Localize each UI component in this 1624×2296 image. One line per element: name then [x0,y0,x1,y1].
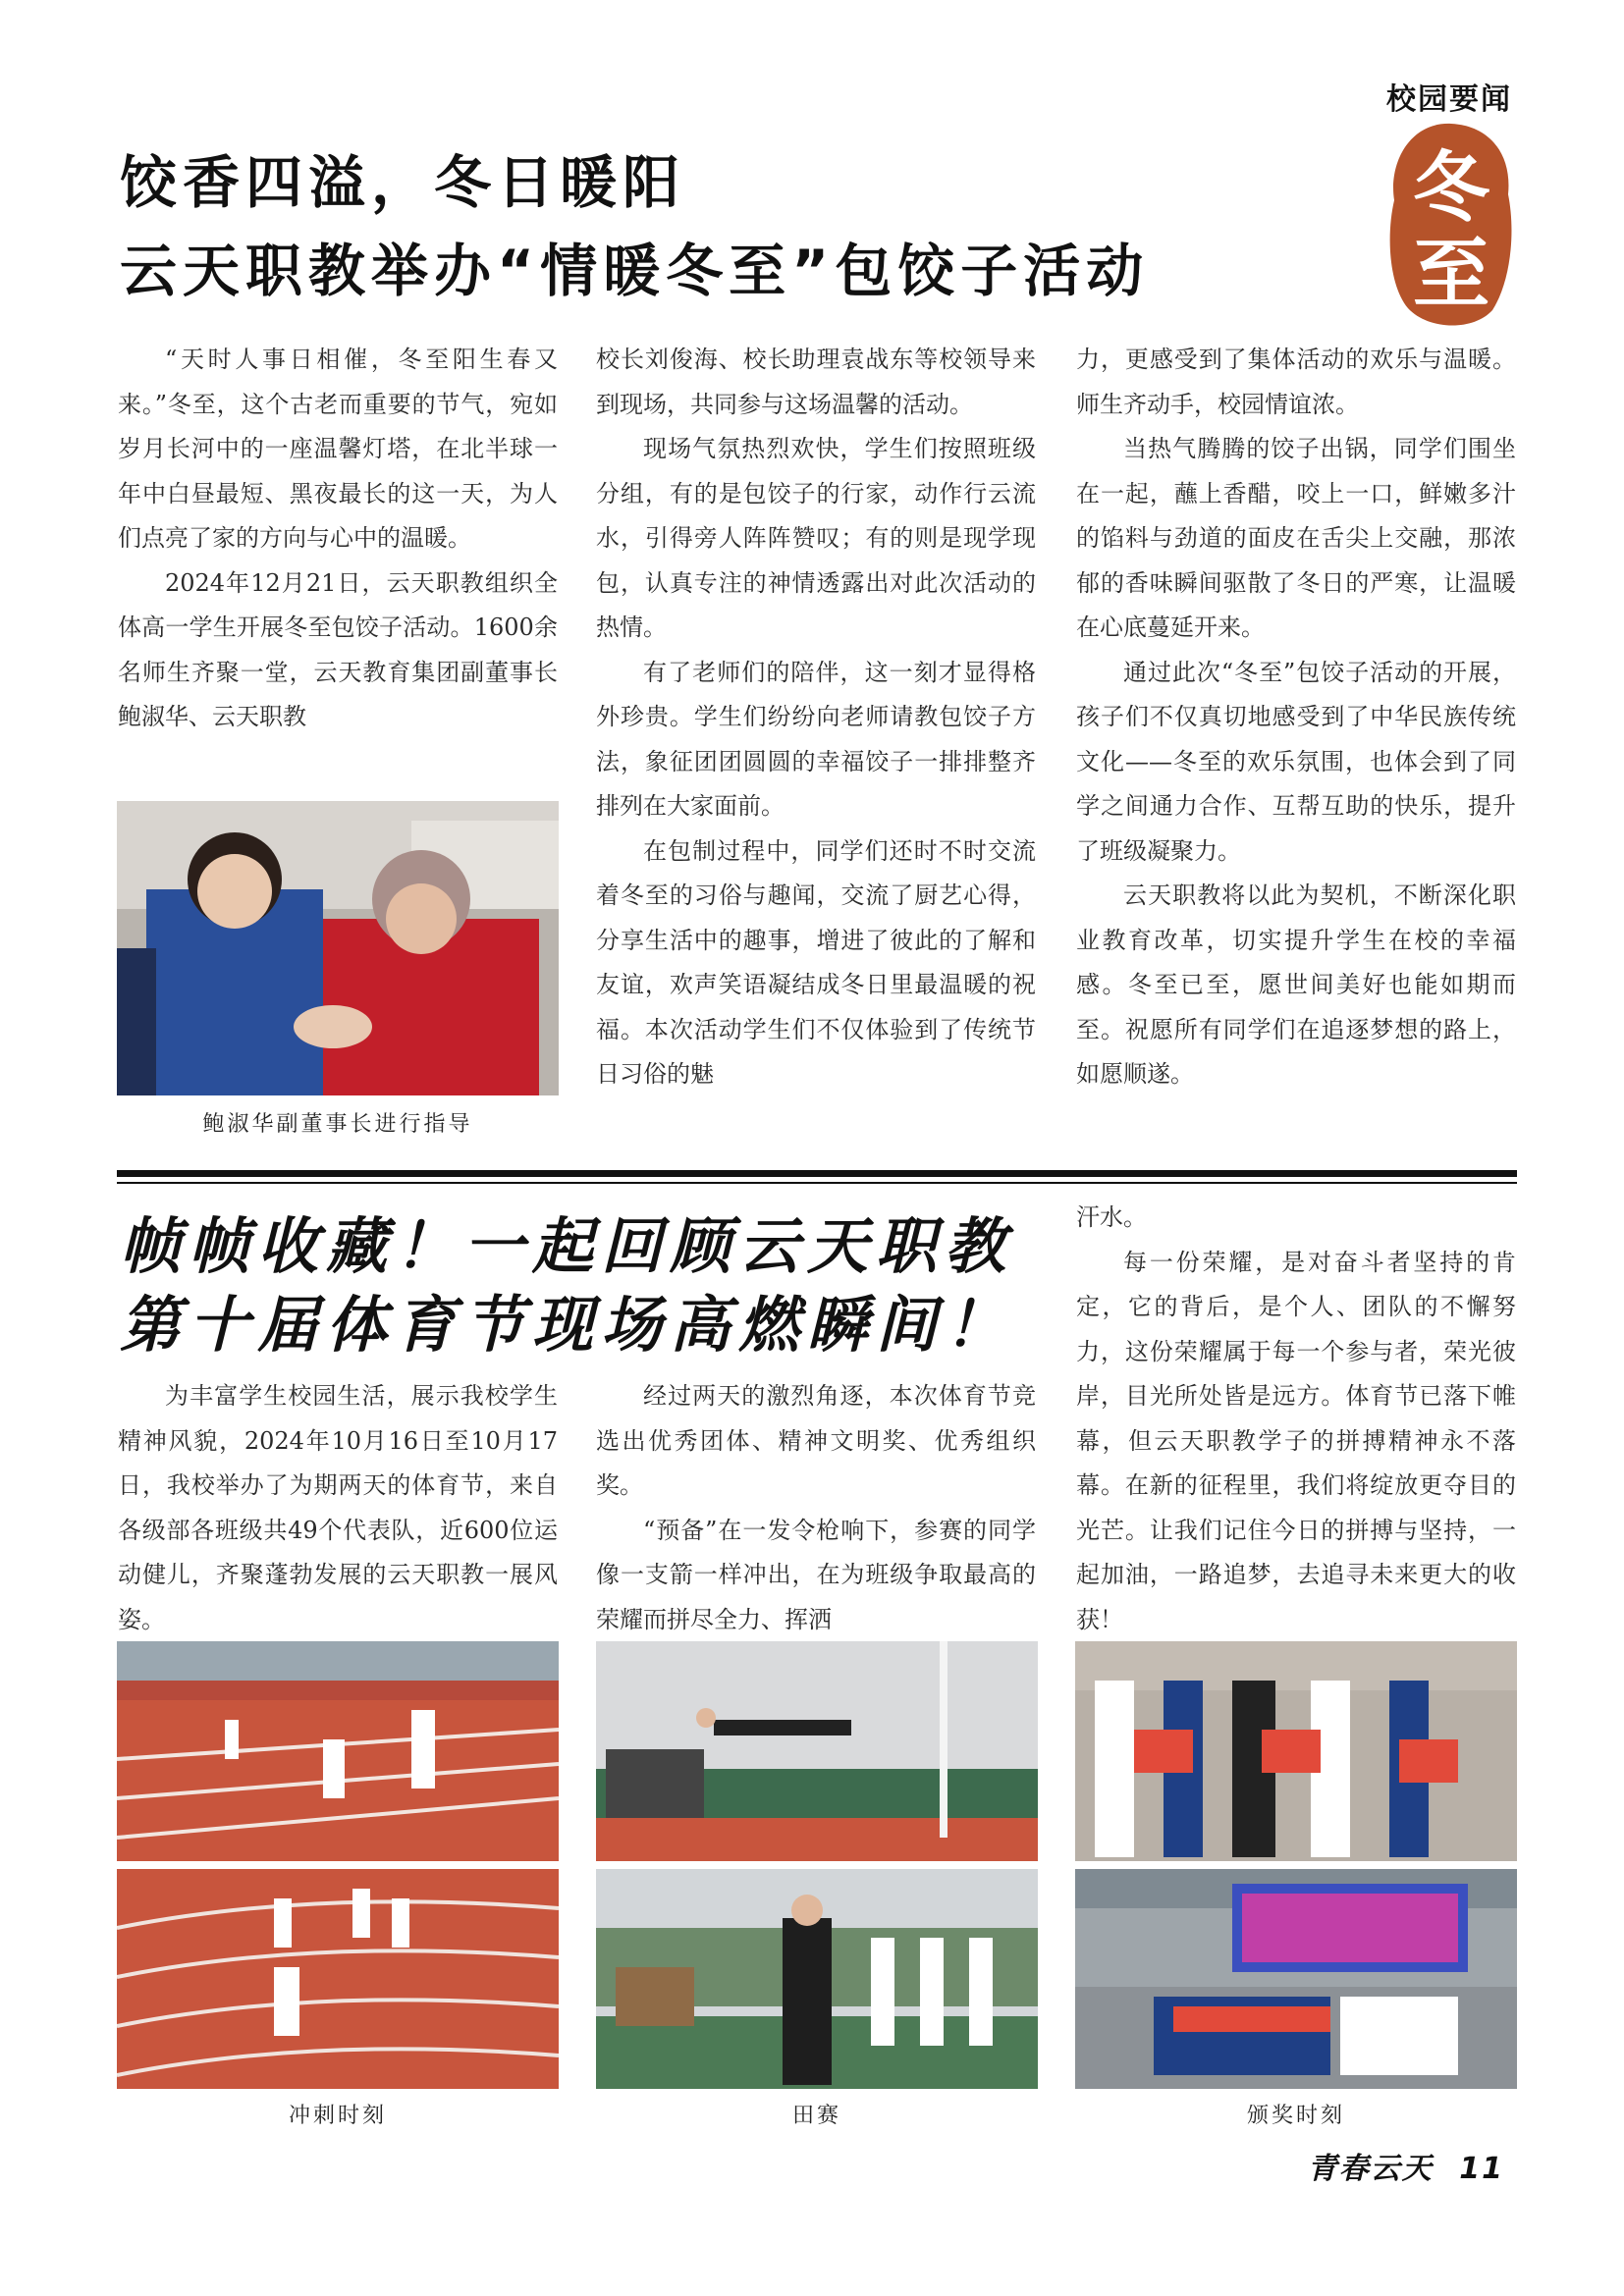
article2-column-1 [118,1374,558,1642]
paragraph: 校长刘俊海、校长助理袁战东等校领导来到现场，共同参与这场温馨的活动。 [596,346,1036,418]
dumpling-guidance-photo [117,801,559,1095]
sprint-photo-2 [117,1869,559,2089]
paragraph: 云天职教将以此为契机，不断深化职业教育改革，切实提升学生在校的幸福感。冬至已至，愿世间美好也能如期而至。祝愿所有同学们在追逐梦想的路上，如愿顺遂。 [1076,881,1516,1088]
caption-field: 田赛 [791,2104,841,2128]
seal-logo [1382,116,1520,332]
paragraph: 力，更感受到了集体活动的欢乐与温暖。师生齐动手，校园情谊浓。 [1076,346,1516,418]
article1-title-line1: 饺香四溢，冬日暖阳 [120,149,686,216]
article1-column-1 [118,338,558,740]
paragraph: 当热气腾腾的饺子出锅，同学们围坐在一起，蘸上香醋，咬上一口，鲜嫩多汁的馅料与劲道的面皮在舌尖上交融，那浓郁的香味瞬间驱散了冬日的严寒，让温暖在心底蔓延开来。 [1076,435,1516,641]
shot-put-photo [596,1869,1038,2089]
paragraph: 为丰富学生校园生活，展示我校学生精神风貌，2024年10月16日至10月17日，我校举办了为期两天的体育节，来自各级部各班级共49个代表队，近600位运动健儿，齐聚蓬勃发展的云天职教一展风姿。 [118,1382,558,1633]
paragraph: 通过此次“冬至”包饺子活动的开展，孩子们不仅真切地感受到了中华民族传统文化——冬至的欢乐氛围，也体会到了同学之间通力合作、互帮互助的快乐，提升了班级凝聚力。 [1076,658,1516,865]
caption-sprint: 冲刺时刻 [288,2104,387,2128]
paragraph: 2024年12月21日，云天职教组织全体高一学生开展冬至包饺子活动。1600余名师生齐聚一堂，云天教育集团副董事长鲍淑华、云天职教 [118,568,558,730]
paragraph: 汗水。 [1076,1203,1147,1231]
svg-text:冬: 冬 [1412,143,1490,233]
article1-title-line2: 云天职教举办“情暖冬至”包饺子活动 [120,238,1150,304]
article1-column-3 [1076,338,1516,1097]
svg-text:至: 至 [1412,230,1490,319]
paragraph: “天时人事日相催，冬至阳生春又来。”冬至，这个古老而重要的节气，宛如岁月长河中的一座温馨灯塔，在北半球一年中白昼最短、黑夜最长的这一天，为人们点亮了家的方向与心中的温暖。 [118,346,558,552]
high-jump-photo [596,1641,1038,1861]
paragraph: 经过两天的激烈角逐，本次体育节竞选出优秀团体、精神文明奖、优秀组织奖。 [596,1382,1036,1499]
section-label: 校园要闻 [1386,82,1512,117]
article1-column-2 [596,338,1036,1097]
article2-title-line2: 第十届体育节现场高燃瞬间！ [120,1289,1014,1361]
article2-column-2 [596,1374,1036,1642]
magazine-name: 青春云天 [1307,2152,1434,2186]
section-divider-thin [117,1182,1517,1184]
photo-caption: 鲍淑华副董事长进行指导 [202,1112,473,1137]
article2-title-line1: 帧帧收藏！一起回顾云天职教 [120,1210,1014,1282]
paragraph: 每一份荣耀，是对奋斗者坚持的肯定，它的背后，是个人、团队的不懈努力，这份荣耀属于每一个参与者，荣光彼岸，目光所处皆是远方。体育节已落下帷幕，但云天职教学子的拼搏精神永不落幕。在新的征程里，我们将绽放更夺目的光芒。让我们记住今日的拼搏与坚持，一起加油，一路追梦，去追寻未来更大的收获！ [1076,1248,1516,1633]
paragraph: “预备”在一发令枪响下，参赛的同学像一支箭一样冲出，在为班级争取最高的荣耀而拼尽全力、挥洒 [596,1516,1036,1633]
section-divider [117,1170,1517,1177]
award-photo-2 [1075,1869,1517,2089]
article2-column-3 [1076,1196,1516,1642]
sprint-photo-1 [117,1641,559,1861]
award-photo-1 [1075,1641,1517,1861]
paragraph: 现场气氛热烈欢快，学生们按照班级分组，有的是包饺子的行家，动作行云流水，引得旁人阵阵赞叹；有的则是现学现包，认真专注的神情透露出对此次活动的热情。 [596,435,1036,641]
caption-award: 颁奖时刻 [1246,2104,1345,2128]
page-number: 11 [1459,2152,1504,2186]
footer [1308,2144,1504,2187]
paragraph: 在包制过程中，同学们还时不时交流着冬至的习俗与趣闻，交流了厨艺心得，分享生活中的趣事，增进了彼此的了解和友谊，欢声笑语凝结成冬日里最温暖的祝福。本次活动学生们不仅体验到了传统节日习俗的魅 [596,836,1036,1088]
paragraph: 有了老师们的陪伴，这一刻才显得格外珍贵。学生们纷纷向老师请教包饺子方法，象征团团圆圆的幸福饺子一排排整齐排列在大家面前。 [596,658,1036,820]
